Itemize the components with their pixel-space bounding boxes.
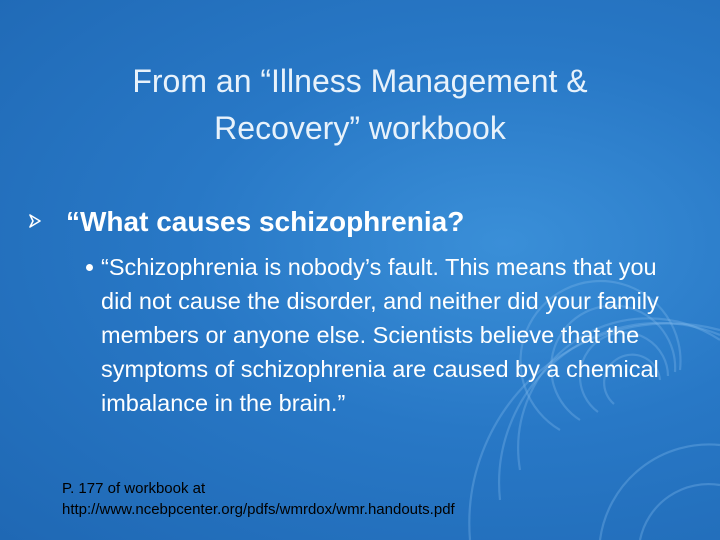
citation-url[interactable]: http://www.ncebpcenter.org/pdfs/wmrdox/wmr.handouts.pdf xyxy=(62,501,455,518)
slide-title-line-2: Recovery” workbook xyxy=(214,110,506,146)
citation-line-1: P. 177 of workbook at xyxy=(62,480,206,497)
arrow-right-icon xyxy=(28,214,42,228)
bullet-level-2-text: “Schizophrenia is nobody’s fault. This means that you did not cause the disorder, and neither did your family members or anyone else. Scientists believe that the symptoms of schizophrenia are caused by a chemical imbalance in the brain.” xyxy=(101,254,659,416)
bullet-level-1-text: “What causes schizophrenia? xyxy=(66,206,465,237)
slide-title-line-1: From an “Illness Management & xyxy=(132,63,588,99)
bullet-level-2 xyxy=(86,250,666,420)
source-citation xyxy=(62,478,455,520)
round-dot-icon xyxy=(86,264,93,271)
bullet-level-1 xyxy=(28,204,464,240)
slide-title xyxy=(40,58,680,152)
